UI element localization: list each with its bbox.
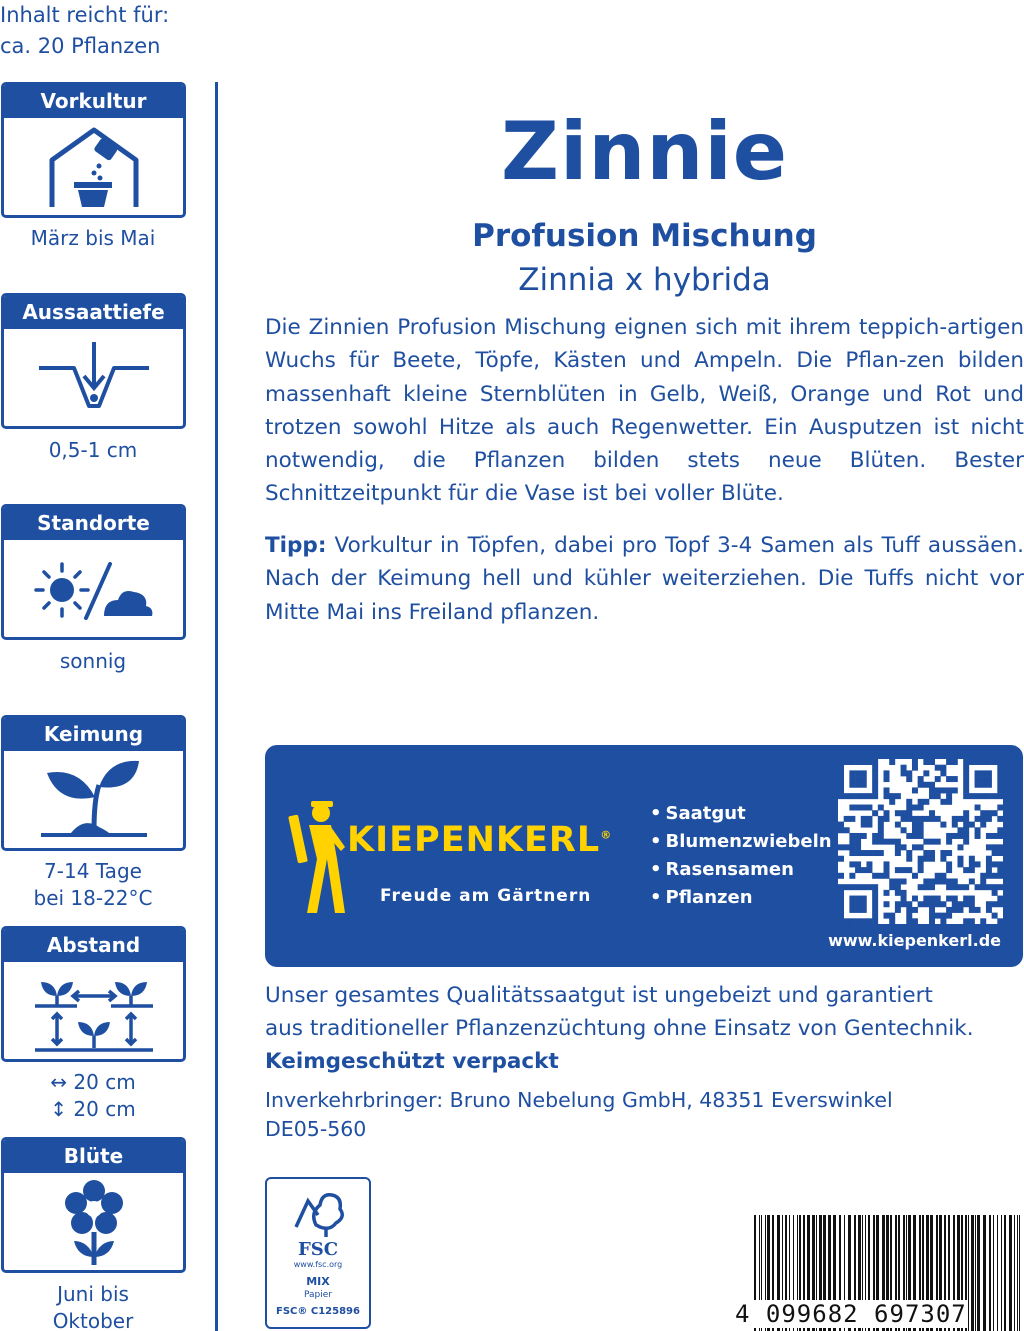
flower-icon: [54, 1177, 134, 1267]
card-bluete-value: Juni bis Oktober: [52, 1282, 134, 1331]
fsc-license-code: FSC® C125896: [276, 1306, 360, 1317]
product-title: Zinnie: [500, 105, 788, 198]
card-standorte: [1, 504, 186, 640]
plant-spacing-icon: [29, 966, 159, 1056]
barcode-digits: 4 099682 697307: [735, 1300, 967, 1328]
product-description: Die Zinnien Profusion Mischung eignen sich mit ihrem teppich-artigen Wuchs für Beete, Töpfe, Kästen und Ampeln. Die Pflan-zen bilden massenhaft kleine Sternblüten in Gelb, Weiß, Orange und Rot und trotzen sowohl Hitze als auch Regenwetter. Ein Ausputzen ist nicht notwendig, die Pflanzen bilden stets neue Blüten. Bester Schnittzeitpunkt für die Vase ist bei voller Blüte.: [265, 315, 1024, 507]
fsc-material: Papier: [304, 1290, 332, 1300]
packaging-note: Keimgeschützt verpackt: [265, 1049, 559, 1074]
qr-code-icon: [838, 759, 1003, 924]
card-standorte-value: sonnig: [59, 649, 127, 673]
tip-label: Tipp:: [265, 533, 327, 558]
horizontal-arrow-icon: ↔: [50, 1070, 74, 1094]
card-title: Aussaattiefe: [4, 296, 183, 329]
fsc-mix: MIX: [306, 1275, 330, 1288]
card-vorkultur-value: März bis Mai: [30, 226, 156, 250]
card-title: Vorkultur: [4, 85, 183, 118]
hiker-logo-icon: [287, 797, 347, 917]
seedling-icon: [39, 755, 149, 845]
column-divider: [215, 82, 218, 1331]
fsc-tree-icon: [290, 1187, 346, 1237]
card-title: Blüte: [4, 1140, 183, 1173]
fsc-name: FSC: [297, 1239, 339, 1260]
brand-panel: [265, 745, 1023, 967]
yield-label: Inhalt reicht für:: [0, 3, 170, 27]
card-title: Standorte: [4, 507, 183, 540]
qr-code[interactable]: [838, 759, 1003, 924]
vertical-arrow-icon: ↕: [50, 1097, 74, 1121]
list-item: • Rasensamen: [650, 856, 832, 884]
product-latin-name: Zinnia x hybrida: [518, 262, 771, 298]
yield-info: [0, 0, 169, 62]
card-aussaattiefe-value: 0,5-1 cm: [48, 438, 138, 462]
brand-slogan: Freude am Gärtnern: [380, 886, 592, 906]
brand-logo-text: KIEPENKERL®: [347, 820, 613, 860]
card-keimung-value: 7-14 Tage bei 18-22°C: [33, 859, 153, 910]
yield-value: ca. 20 Pflanzen: [0, 34, 161, 58]
tip-text: Vorkultur in Töpfen, dabei pro Topf 3-4 Samen als Tuff aussäen. Nach der Keimung hell und kühler weiterziehen. Die Tuffs nicht vor Mitte Mai ins Freiland pflanzen.: [265, 533, 1024, 625]
quality-line: Unser gesamtes Qualitätssaatgut ist ungebeizt und garantiert: [265, 983, 933, 1008]
distributor-code: DE05-560: [265, 1117, 367, 1141]
distributor-info: [265, 1086, 893, 1144]
distributor-line: Inverkehrbringer: Bruno Nebelung GmbH, 48351 Everswinkel: [265, 1088, 893, 1112]
card-title: Abstand: [4, 929, 183, 962]
card-bluete: [1, 1137, 186, 1273]
card-title: Keimung: [4, 718, 183, 751]
card-vorkultur: [1, 82, 186, 218]
brand-url[interactable]: www.kiepenkerl.de: [828, 931, 1001, 950]
list-item: • Blumenzwiebeln: [650, 828, 832, 856]
sun-partial-shade-icon: [34, 554, 154, 624]
quality-statement: [265, 979, 974, 1078]
sowing-depth-icon: [34, 338, 154, 418]
brand-product-list: [650, 800, 832, 912]
fsc-url: www.fsc.org: [293, 1260, 343, 1269]
greenhouse-sowing-icon: [44, 122, 144, 212]
tip-paragraph: [265, 529, 1024, 629]
card-aussaattiefe: [1, 293, 186, 429]
card-keimung: [1, 715, 186, 851]
quality-line: aus traditioneller Pflanzenzüchtung ohne Einsatz von Gentechnik.: [265, 1016, 974, 1041]
card-abstand: [1, 926, 186, 1062]
fsc-label: [265, 1177, 371, 1329]
card-abstand-value: ↔ 20 cm ↕ 20 cm: [50, 1070, 136, 1121]
list-item: • Pflanzen: [650, 884, 832, 912]
list-item: • Saatgut: [650, 800, 832, 828]
product-subtitle: Profusion Mischung: [472, 218, 817, 254]
